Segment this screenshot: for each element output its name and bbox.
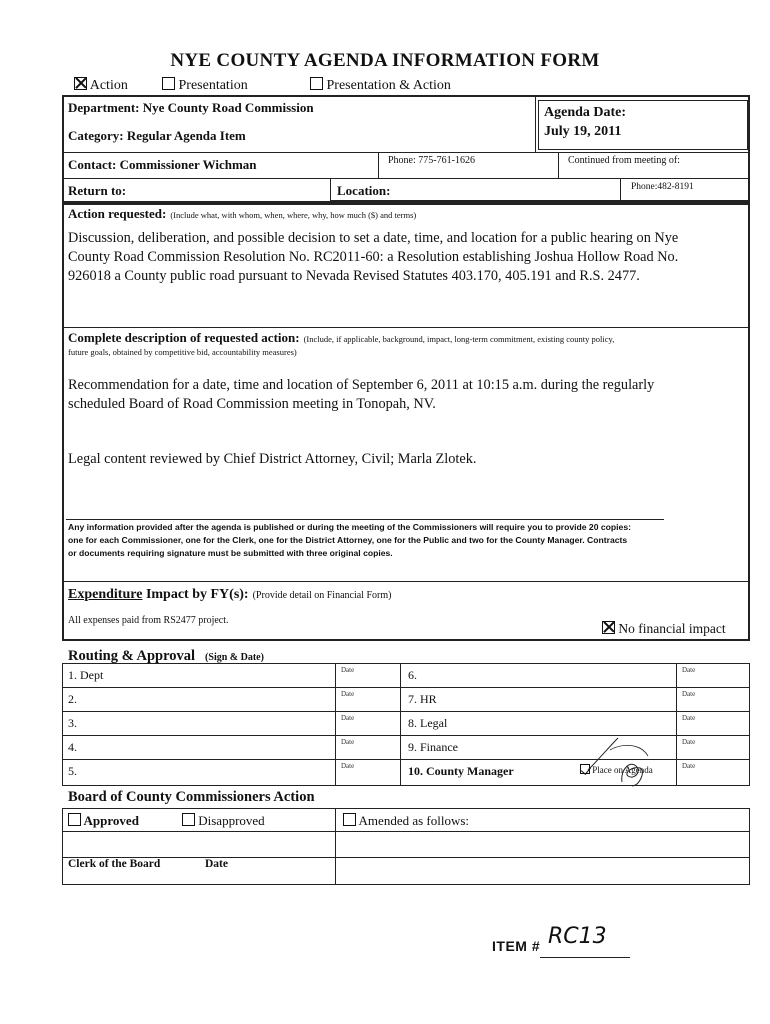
divider	[378, 152, 379, 178]
expenditure-label: Expenditure	[68, 587, 143, 602]
contact: Contact: Commissioner Wichman	[68, 157, 257, 172]
divider	[620, 178, 621, 200]
disapproved-option[interactable]	[182, 813, 265, 829]
divider	[335, 808, 336, 885]
approved-label: Approved	[83, 813, 139, 828]
date-label: Date	[341, 690, 355, 698]
date-label: Date	[341, 762, 355, 770]
divider	[64, 178, 748, 179]
legal-review-text: Legal content reviewed by Chief District Attorney, Civil; Marla Zlotek.	[68, 451, 477, 467]
date-label: Date	[682, 666, 696, 674]
expenditure-hint: (Provide detail on Financial Form)	[252, 590, 392, 601]
option-action[interactable]	[74, 77, 128, 94]
no-impact-checkbox[interactable]	[602, 621, 615, 634]
routing-label: Routing & Approval	[68, 648, 196, 664]
notice-line: Any information provided after the agenda is published or during the meeting of the Commissioners will require you to provide 20 copies:	[68, 522, 631, 532]
divider	[330, 200, 748, 201]
routing-hint: (Sign & Date)	[205, 652, 264, 663]
disapproved-checkbox[interactable]	[182, 813, 195, 826]
action-checkbox[interactable]	[74, 77, 87, 90]
date-label: Date	[341, 738, 355, 746]
divider	[62, 857, 750, 858]
item-number-line	[540, 957, 630, 958]
no-financial-impact[interactable]	[602, 621, 726, 637]
phone-2: Phone:482-8191	[631, 182, 694, 192]
divider	[62, 831, 750, 832]
description-header	[68, 331, 746, 346]
place-on-agenda-label: Place on Agenda	[592, 765, 653, 775]
return-to: Return to:	[68, 183, 127, 198]
action-line: Discussion, deliberation, and possible decision to set a date, time, and location for a public hearing on Nye	[68, 230, 679, 246]
routing-row-4: 4.	[68, 740, 77, 754]
description-hint-2: future goals, obtained by competitive bid, accountability measures)	[68, 347, 297, 357]
approved-checkbox[interactable]	[68, 813, 81, 826]
disapproved-label: Disapproved	[198, 813, 265, 828]
amended-option[interactable]	[343, 813, 469, 829]
expenditure-text: All expenses paid from RS2477 project.	[68, 615, 229, 626]
recommendation-text	[68, 376, 748, 414]
board-action-label: Board of County Commissioners Action	[68, 789, 315, 805]
option-presentation-action-label: Presentation & Action	[326, 78, 451, 93]
copies-notice	[68, 521, 748, 560]
divider	[64, 327, 748, 328]
location: Location:	[337, 183, 391, 198]
item-number-handwritten: RC13	[548, 924, 607, 949]
signature-scribble	[580, 730, 670, 790]
routing-row-1: 1. Dept	[68, 668, 104, 682]
main-frame	[62, 203, 750, 641]
divider	[64, 152, 748, 153]
routing-row-6: 6.	[408, 668, 417, 682]
date-label: Date	[682, 690, 696, 698]
category: Category: Regular Agenda Item	[68, 128, 246, 143]
approved-option[interactable]	[68, 813, 139, 829]
divider	[676, 663, 677, 786]
divider	[558, 152, 559, 178]
notice-line: one for each Commissioner, one for the Clerk, one for the District Attorney, one for the Public and two for the County Manager. Contracts	[68, 535, 628, 545]
divider	[62, 687, 750, 688]
continued-from: Continued from meeting of:	[568, 155, 680, 166]
clerk-date: Date	[205, 858, 228, 870]
routing-row-3: 3.	[68, 716, 77, 730]
agenda-date-value: July 19, 2011	[544, 124, 622, 139]
routing-row-7: 7. HR	[408, 692, 437, 706]
routing-row-8: 8. Legal	[408, 716, 448, 730]
description-hint-1: (Include, if applicable, background, impact, long-term commitment, existing county policy,	[303, 334, 615, 344]
amended-checkbox[interactable]	[343, 813, 356, 826]
recommendation-line: Recommendation for a date, time and location of September 6, 2011 at 10:15 a.m. during the regularly	[68, 377, 655, 393]
amended-label: Amended as follows:	[358, 813, 470, 828]
action-line: County Road Commission Resolution No. RC2011-60: a Resolution establishing Joshua Hollow Road No.	[68, 249, 679, 265]
no-impact-label: No financial impact	[618, 621, 726, 636]
date-label: Date	[341, 666, 355, 674]
recommendation-line: scheduled Board of Road Commission meeting in Tonopah, NV.	[68, 396, 436, 412]
notice-rule	[66, 519, 664, 520]
phone: Phone: 775-761-1626	[388, 155, 475, 166]
action-requested-label: Action requested:	[68, 206, 167, 221]
divider	[335, 663, 336, 786]
routing-row-10: 10. County Manager	[408, 764, 514, 778]
notice-line: or documents requiring signature must be submitted with three original copies.	[68, 548, 393, 558]
divider	[535, 97, 536, 152]
option-presentation-label: Presentation	[178, 78, 248, 93]
presentation-action-checkbox[interactable]	[310, 77, 323, 90]
action-line: 926018 a County public road pursuant to Nevada Revised Statutes 403.170, 405.191 and R.S. 2477.	[68, 268, 640, 284]
expenditure-header	[68, 585, 391, 603]
item-number-label: ITEM #	[492, 938, 541, 954]
department: Department: Nye County Road Commission	[68, 100, 314, 115]
option-presentation-action[interactable]	[310, 77, 451, 94]
action-requested-hint: (Include what, with whom, when, where, why, how much ($) and terms)	[170, 210, 417, 220]
date-label: Date	[682, 762, 696, 770]
date-label: Date	[341, 714, 355, 722]
routing-row-9: 9. Finance	[408, 740, 458, 754]
expenditure-label-rest: Impact by FY(s):	[142, 587, 249, 602]
description-label: Complete description of requested action:	[68, 330, 300, 345]
divider	[62, 711, 750, 712]
divider	[400, 663, 401, 786]
form-title: NYE COUNTY AGENDA INFORMATION FORM	[170, 50, 600, 71]
divider	[64, 581, 748, 582]
option-presentation[interactable]	[162, 77, 248, 94]
presentation-checkbox[interactable]	[162, 77, 175, 90]
option-action-label: Action	[89, 78, 128, 93]
routing-row-5: 5.	[68, 764, 77, 778]
date-label: Date	[682, 738, 696, 746]
divider	[330, 178, 331, 200]
routing-row-2: 2.	[68, 692, 77, 706]
agenda-date-label: Agenda Date:	[544, 105, 627, 120]
date-label: Date	[682, 714, 696, 722]
clerk-of-board: Clerk of the Board	[68, 858, 161, 870]
